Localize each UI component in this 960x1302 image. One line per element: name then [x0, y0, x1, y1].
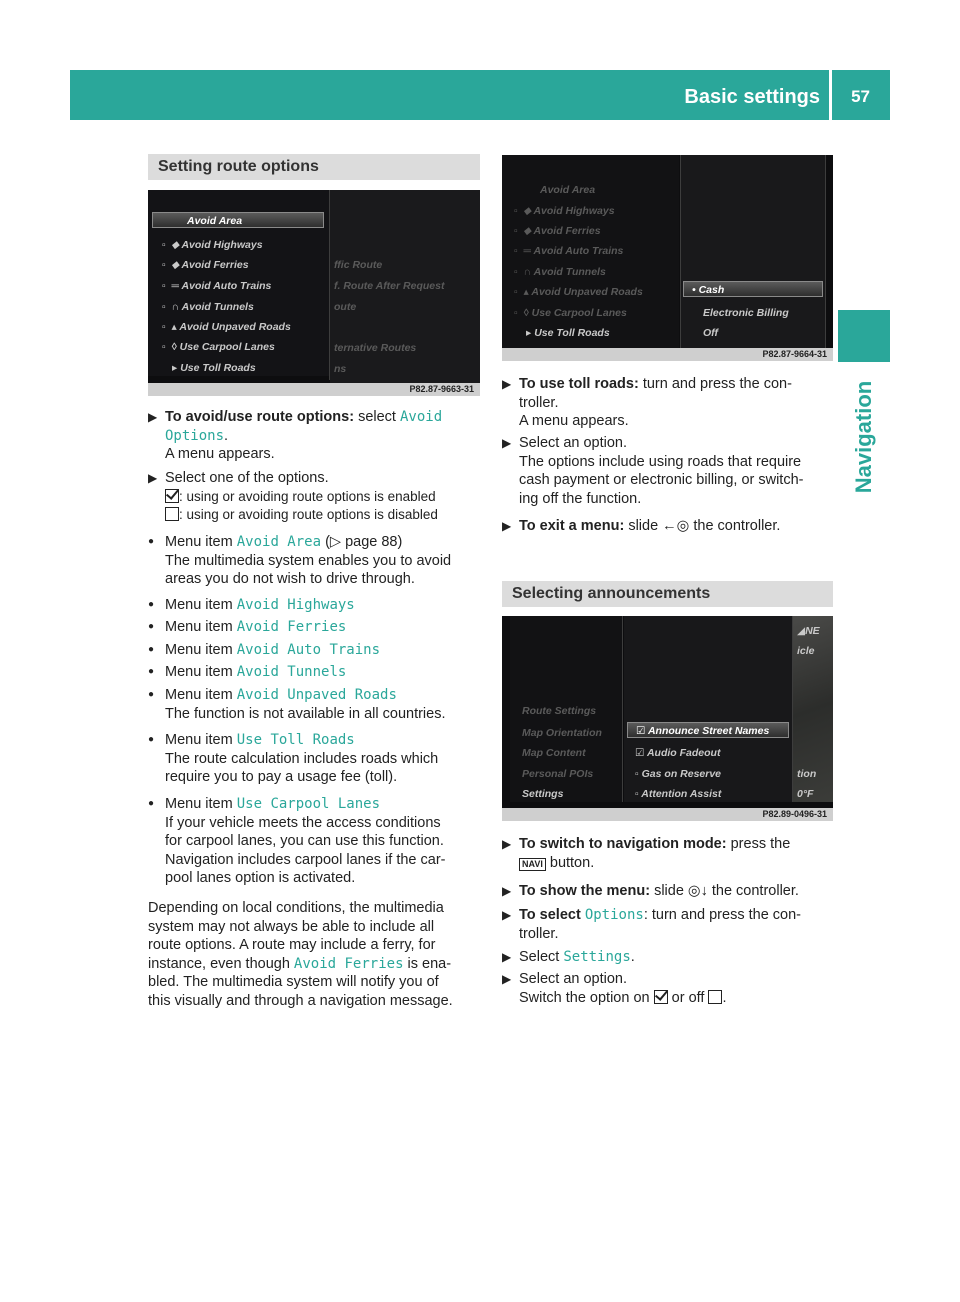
menu-item: ▫ ◊ Use Carpool Lanes	[162, 341, 275, 353]
page-number: 57	[851, 87, 870, 106]
checkbox-on-icon	[165, 489, 179, 503]
caption-bar	[148, 383, 480, 396]
menu-item: Route Settings	[522, 705, 597, 717]
screen-announcements	[502, 616, 833, 821]
behind-text: f. Route After Request	[334, 280, 445, 292]
caption-bar	[502, 808, 833, 821]
screen-toll-roads	[502, 155, 833, 361]
menu-item: ▫ Gas on Reserve	[635, 768, 722, 780]
behind-text: ffic Route	[334, 259, 383, 271]
step-select-option: ▶ Select one of the options. : using or avoiding route options is enabled : using or avoiding route options is disabled	[148, 470, 438, 522]
bullet-avoid-ferries: ● Menu item Avoid Ferries	[148, 619, 347, 635]
menu-item: ▸ Use Toll Roads	[526, 327, 610, 339]
step-use-toll-roads: ▶ To use toll roads: turn and press the con- troller. A menu appears.	[502, 376, 792, 429]
paragraph-local-conditions: Depending on local conditions, the multimedia system may not always be able to include all route options. A route may include a ferry, for instance, even though Avoid Ferries is ena- bled. The multimedia system will notify you of this visually and through a navigation message.	[148, 900, 453, 1009]
screen-route-options	[148, 190, 480, 396]
step-exit-menu: ▶ To exit a menu: slide ←◎ the controller.	[502, 518, 781, 534]
step-select-options: ▶ To select Options: turn and press the con- troller.	[502, 907, 801, 942]
step-switch-option: ▶ Select an option. Switch the option on or off .	[502, 971, 727, 1006]
submenu-item: Off	[703, 327, 718, 339]
menu-item-settings: Settings	[522, 788, 564, 800]
menu-item: ▫ ═ Avoid Auto Trains	[514, 245, 624, 257]
image-code: P82.87-9664-31	[762, 349, 827, 359]
image-code: P82.87-9663-31	[409, 384, 474, 394]
bullet-avoid-area: ● Menu item Avoid Area (▷ page 88) The multimedia system enables you to avoid areas you do not wish to drive through.	[148, 534, 452, 587]
checkbox-off-icon	[165, 507, 179, 521]
menu-item: ▫ ═ Avoid Auto Trains	[162, 280, 272, 292]
pane-divider	[825, 155, 826, 348]
navi-key-icon: NAVI	[519, 858, 546, 871]
menu-item: Personal POIs	[522, 768, 594, 780]
behind-text: oute	[334, 301, 357, 313]
menu-item-avoid-area: Avoid Area	[152, 212, 324, 228]
map-label: icle	[797, 645, 815, 657]
checkbox-off-icon	[708, 990, 722, 1004]
menu-item: ▫ ▴ Avoid Unpaved Roads	[514, 286, 643, 298]
page-header	[70, 70, 890, 120]
menu-item-announce-street-names: ☑ Announce Street Names	[627, 722, 789, 738]
menu-item: ▫ ∩ Avoid Tunnels	[514, 266, 606, 278]
menu-item: ▫ ⬥ Avoid Highways	[162, 239, 263, 251]
menu-item: ▫ ◊ Use Carpool Lanes	[514, 307, 627, 319]
bullet-avoid-tunnels: ● Menu item Avoid Tunnels	[148, 664, 347, 680]
behind-text: ns	[334, 363, 347, 375]
image-code: P82.89-0496-31	[762, 809, 827, 819]
menu-item: ▫ ▴ Avoid Unpaved Roads	[162, 321, 291, 333]
bullet-avoid-unpaved-roads: ● Menu item Avoid Unpaved Roads The function is not available in all countries.	[148, 687, 446, 722]
header-separator	[829, 70, 832, 120]
step-navigation-mode: ▶ To switch to navigation mode: press the NAVI button.	[502, 836, 791, 871]
pane-divider	[622, 616, 623, 802]
menu-item: ▫ Attention Assist	[635, 788, 722, 800]
menu-item: ▸ Use Toll Roads	[172, 362, 256, 374]
menu-item: Avoid Area	[540, 184, 596, 196]
step-avoid-use: ▶ To avoid/use route options: select Avoid Options. A menu appears.	[148, 409, 443, 462]
section-heading-text: Setting route options	[158, 158, 319, 175]
menu-item: ▫ ⬥ Avoid Ferries	[162, 259, 249, 271]
submenu-item-cash: • Cash	[683, 281, 823, 297]
header-title: Basic settings	[684, 86, 820, 108]
menu-item: Map Content	[522, 747, 586, 759]
submenu-item: Electronic Billing	[703, 307, 789, 319]
bullet-use-toll-roads: ● Menu item Use Toll Roads The route calculation includes roads which require you to pay a usage fee (toll).	[148, 732, 439, 785]
bullet-use-carpool-lanes: ● Menu item Use Carpool Lanes If your vehicle meets the access conditions for carpool lanes, you can use this function. Navigation includes carpool lanes if the car- pool lanes option is activated.	[148, 796, 446, 886]
checkbox-on-icon	[654, 990, 668, 1004]
map-label: 0°F	[797, 788, 814, 800]
menu-item: ▫ ∩ Avoid Tunnels	[162, 301, 254, 313]
map-label: tion	[797, 768, 817, 780]
behind-text: ternative Routes	[334, 342, 417, 354]
bullet-avoid-highways: ● Menu item Avoid Highways	[148, 597, 355, 613]
side-tab	[838, 310, 890, 362]
step-select-settings: ▶ Select Settings.	[502, 949, 635, 965]
section-heading-route-options	[148, 154, 480, 180]
bullet-avoid-auto-trains: ● Menu item Avoid Auto Trains	[148, 642, 381, 658]
step-select-toll-option: ▶ Select an option. The options include using roads that require cash payment or electronic billing, or switch- ing off the function.	[502, 435, 804, 507]
menu-item: Map Orientation	[522, 727, 602, 739]
controller-slide-down-icon: ◎↓	[687, 883, 708, 899]
menu-item: ▫ ⬥ Avoid Highways	[514, 205, 615, 217]
section-heading-announcements	[502, 581, 833, 607]
side-label-text: Navigation	[850, 380, 876, 494]
caption-bar	[502, 348, 833, 361]
controller-slide-left-icon: ←◎	[662, 518, 690, 534]
step-show-menu: ▶ To show the menu: slide ◎↓ the controller.	[502, 883, 799, 899]
section-heading-text: Selecting announcements	[512, 585, 711, 602]
menu-item: ☑ Audio Fadeout	[635, 747, 721, 759]
map-label: ◢NE	[797, 625, 820, 637]
menu-item: ▫ ⬥ Avoid Ferries	[514, 225, 601, 237]
side-label	[838, 372, 890, 502]
